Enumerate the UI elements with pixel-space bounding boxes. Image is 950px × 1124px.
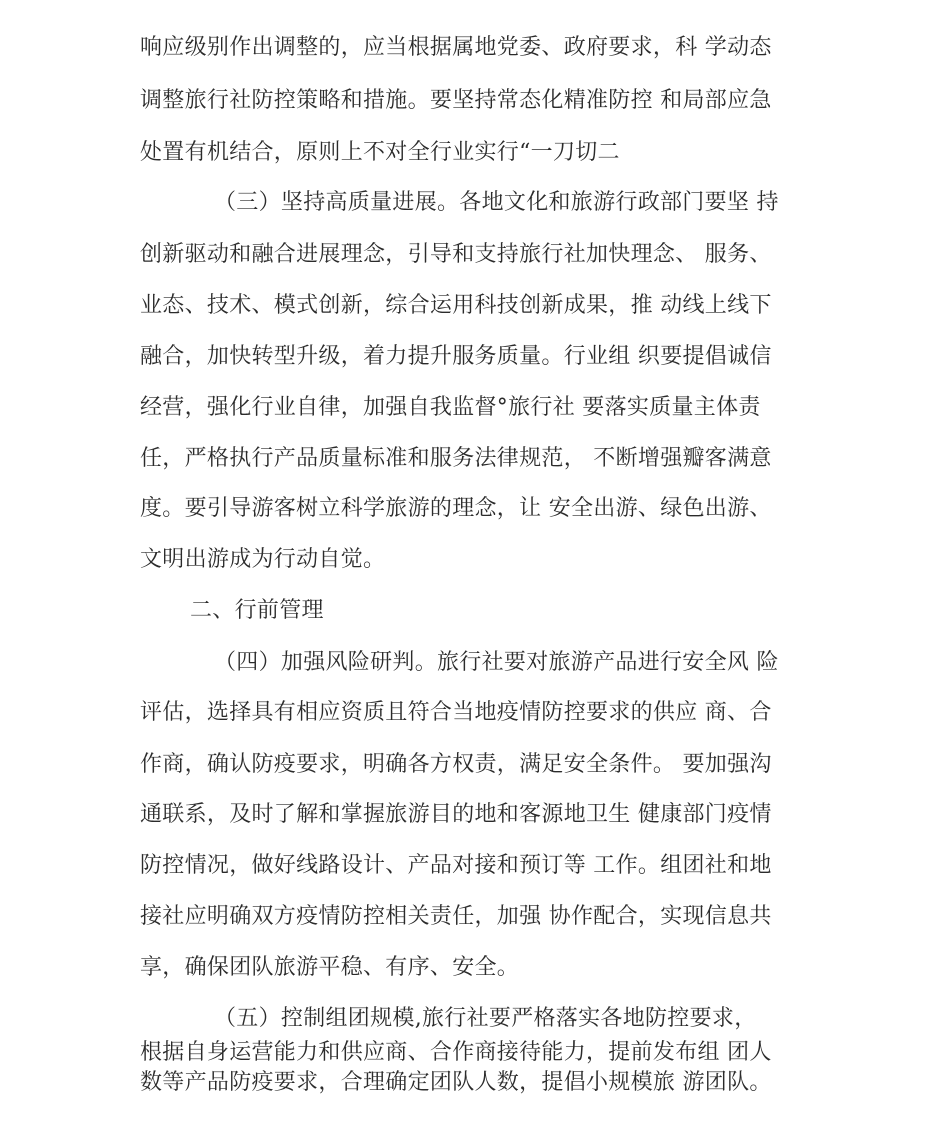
paragraph-line: 度。要引导游客树立科学旅游的理念，让 安全出游、绿色出游、 xyxy=(140,496,772,521)
paragraph-line: 经营，强化行业自律，加强自我监督°旅行社 要落实质量主体责 xyxy=(140,395,761,420)
paragraph-line: 业态、技术、模式创新，综合运用科技创新成果，推 动线上线下 xyxy=(140,293,772,318)
paragraph-line: 数等产品防疫要求，合理确定团队人数，提倡小规模旅 游团队。 xyxy=(140,1070,772,1095)
paragraph-line: 处置有机结合，原则上不对全行业实行“一刀切二 xyxy=(140,140,620,165)
section-heading-two: 二、行前管理 xyxy=(190,598,324,623)
paragraph-line: 文明出游成为行动自觉。 xyxy=(140,547,386,572)
paragraph-line: 融合，加快转型升级，着力提升服务质量。行业组 织要提倡诚信 xyxy=(140,344,772,369)
section-heading-five: （五）控制组团规模,旅行社要严格落实各地防控要求， xyxy=(214,1006,757,1031)
paragraph-line: 响应级别作出调整的，应当根据属地党委、政府要求，科 学动态 xyxy=(140,35,772,60)
paragraph-line: 通联系，及时了解和掌握旅游目的地和客源地卫生 健康部门疫情 xyxy=(140,802,772,827)
paragraph-line: 作商，确认防疫要求，明确各方权责，满足安全条件。 要加强沟 xyxy=(140,752,772,777)
paragraph-line: 享，确保团队旅游平稳、有序、安全。 xyxy=(140,955,520,980)
paragraph-line: 任，严格执行产品质量标准和服务法律规范， 不断增强瓣客满意 xyxy=(140,446,772,471)
paragraph-line: 调整旅行社防控策略和措施。要坚持常态化精准防控 和局部应急 xyxy=(140,88,772,113)
paragraph-line: 接社应明确双方疫情防控相关责任，加强 协作配合，实现信息共 xyxy=(140,904,772,929)
paragraph-line: 评估，选择具有相应资质且符合当地疫情防控要求的供应 商、合 xyxy=(140,700,772,725)
section-heading-three: （三）坚持高质量进展。各地文化和旅游行政部门要坚 持 xyxy=(214,190,779,215)
paragraph-line: 创新驱动和融合进展理念，引导和支持旅行社加快理念、 服务、 xyxy=(140,242,772,267)
paragraph-line: 防控情况，做好线路设计、产品对接和预订等 工作。组团社和地 xyxy=(140,853,772,878)
paragraph-line: 根据自身运营能力和供应商、合作商接待能力，提前发布组 团人 xyxy=(140,1040,772,1065)
section-heading-four: （四）加强风险研判。旅行社要对旅游产品进行安全风 险 xyxy=(214,650,779,675)
